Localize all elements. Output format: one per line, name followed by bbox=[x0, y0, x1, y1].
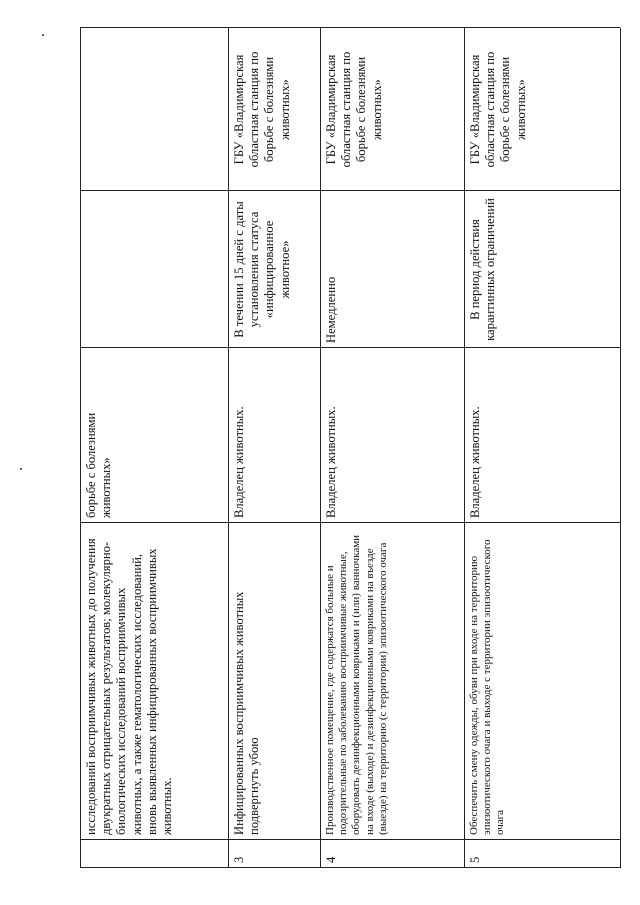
responsible-cell: Владелец животных. bbox=[232, 406, 246, 518]
control-cell: ГБУ «Владимирская областная станция по борьбе с болезнями животных» bbox=[324, 51, 384, 168]
table-border bbox=[620, 28, 621, 868]
responsible-cell: Владелец животных. bbox=[468, 406, 482, 518]
term-cell: Немедленно bbox=[324, 276, 338, 343]
row-number: 5 bbox=[468, 856, 482, 863]
measures-table bbox=[80, 28, 620, 868]
table-row bbox=[80, 28, 228, 868]
row-number bbox=[80, 840, 228, 868]
control-cell: ГБУ «Владимирская областная станция по борьбе с болезнями животных» bbox=[232, 51, 292, 168]
term-cell: В течении 15 дней с даты установления статуса «инфицированное животное» bbox=[232, 201, 292, 338]
measure-cell: Инфицированных восприимчивых животных подвергнуть убою bbox=[232, 591, 262, 835]
responsible-cell: борьбе с болезнями животных» bbox=[84, 412, 114, 518]
responsible-cell: Владелец животных. bbox=[324, 406, 338, 518]
row-number: 3 bbox=[232, 856, 246, 863]
scan-speck bbox=[42, 34, 44, 36]
table-row bbox=[464, 28, 620, 868]
term-cell bbox=[80, 191, 228, 348]
table-row bbox=[320, 28, 464, 868]
row-number: 4 bbox=[324, 856, 338, 863]
table-row bbox=[228, 28, 320, 868]
measure-cell: Обеспечить смену одежды, обуви при входе на территорию эпизоотического очага и выходе с территории эпизоотического очага bbox=[468, 539, 507, 835]
measure-cell: исследований восприимчивых животных до получения двукратных отрицательных результатов; молекулярно-биологических исследований восприимчивых животных, а также гематологических исследований, вновь выявленных инфицированных восприимчивых животных. bbox=[84, 538, 175, 835]
measure-cell: Производственное помещение, где содержатся больные и подозрительные по заболеванию восприимчивые животные, оборудовать дезинфекционными ковриками и (или) ванночками на входе (выходе) и дезинфекционными ковриками на въезде (выезде) на территорию (с территории) эпизоотического очага bbox=[324, 534, 389, 835]
term-cell: В период действия карантинных ограничений bbox=[468, 198, 498, 341]
scan-speck bbox=[20, 468, 22, 470]
control-cell bbox=[80, 28, 228, 191]
control-cell: ГБУ «Владимирская областная станция по борьбе с болезнями животных» bbox=[468, 51, 528, 168]
